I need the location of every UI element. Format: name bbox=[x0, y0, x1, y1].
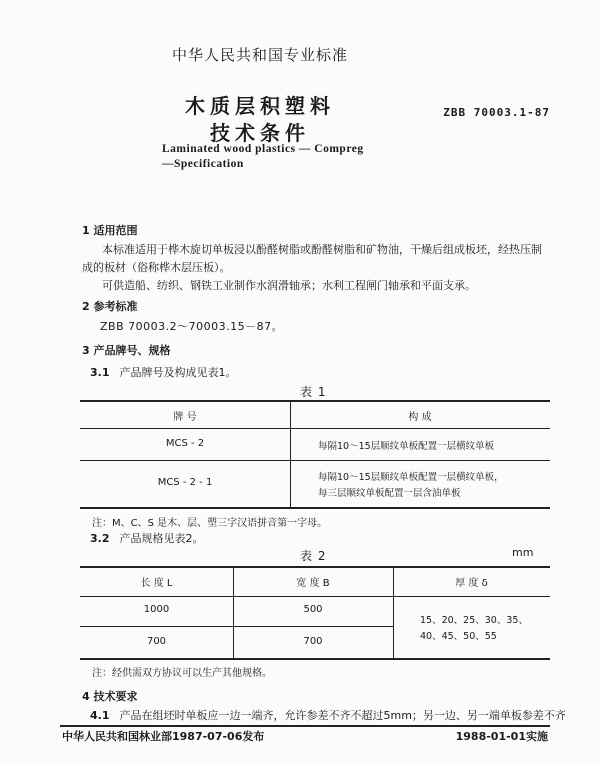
table1-header-rule bbox=[80, 428, 550, 429]
table2-row1-length: 1000 bbox=[143, 604, 170, 615]
table2-header-thickness: 厚 度 δ bbox=[455, 578, 488, 589]
table2-thickness-line2: 40、45、50、55 bbox=[420, 631, 497, 642]
section-2-text: ZBB 70003.2～70003.15－87。 bbox=[100, 320, 284, 333]
table2-note: 注：经供需双方协议可以生产其他规格。 bbox=[92, 668, 272, 679]
title-cn-line1: 木质层积塑料 bbox=[185, 94, 335, 118]
table2-header-width: 宽 度 B bbox=[296, 578, 330, 589]
section-4-1: 4.1 产品在组坯时单板应一边一端齐，允许参差不齐不超过5mm；另一边、另一端单板参差不齐 bbox=[90, 709, 566, 722]
table2-caption: 表 2 bbox=[300, 549, 327, 563]
section-3-heading: 3 产品牌号、规格 bbox=[82, 344, 171, 357]
footer-effective: 1988-01-01实施 bbox=[455, 730, 548, 743]
table2-bottom-rule bbox=[80, 658, 550, 660]
table1-note: 注：M、C、S 是木、层、塑三字汉语拼音第一字母。 bbox=[92, 518, 328, 529]
section-1-heading: 1 适用范围 bbox=[82, 224, 138, 237]
table1-row1-grade: MCS - 2 bbox=[165, 438, 205, 449]
section-3-2: 3.2 产品规格见表2。 bbox=[90, 532, 204, 545]
table1-row-rule bbox=[80, 460, 550, 461]
table2-row2-width: 700 bbox=[303, 636, 323, 647]
table2-row-rule bbox=[80, 626, 393, 627]
section-4-heading: 4 技术要求 bbox=[82, 690, 138, 703]
table1-row1-composition: 每隔10～15层顺纹单板配置一层横纹单板 bbox=[318, 441, 495, 452]
standard-category: 中华人民共和国专业标准 bbox=[171, 46, 348, 64]
title-cn-line2: 技术条件 bbox=[210, 121, 310, 145]
footer-publish: 中华人民共和国林业部1987-07-06发布 bbox=[62, 730, 265, 743]
table2-top-rule bbox=[80, 566, 550, 568]
title-en-line2: —Specification bbox=[162, 158, 244, 170]
table2-row2-length: 700 bbox=[146, 636, 167, 647]
section-3-1: 3.1 产品牌号及构成见表1。 bbox=[90, 366, 237, 379]
section-2-heading: 2 参考标准 bbox=[82, 300, 138, 313]
table1-top-rule bbox=[80, 400, 550, 402]
table2-header-rule bbox=[80, 596, 550, 597]
table2-row1-width: 500 bbox=[303, 604, 323, 615]
standard-code: ZBB 70003.1-87 bbox=[443, 106, 550, 119]
title-en-line1: Laminated wood plastics — Compreg bbox=[162, 143, 364, 155]
section-1-para2: 可供造船、纺织、钢铁工业制作水润滑轴承；水利工程闸门轴承和平面支承。 bbox=[102, 279, 476, 292]
table2-unit: mm bbox=[512, 546, 534, 559]
table1-bottom-rule bbox=[80, 507, 550, 509]
table1-caption: 表 1 bbox=[300, 385, 327, 399]
table2-header-length: 长 度 L bbox=[140, 578, 173, 589]
table1-row2-composition-line2: 每三层顺纹单板配置一层含油单板 bbox=[318, 488, 461, 499]
footer-rule bbox=[60, 725, 550, 727]
table2-thickness-line1: 15、20、25、30、35、 bbox=[420, 615, 528, 626]
table1-header-grade: 牌 号 bbox=[173, 412, 197, 423]
section-1-para1: 本标准适用于桦木旋切单板浸以酚醛树脂或酚醛树脂和矿物油，干燥后组成板坯，经热压制成的板材（俗称桦木层压板）。 bbox=[82, 243, 542, 274]
table1-row2-composition-line1: 每隔10～15层顺纹单板配置一层横纹单板， bbox=[318, 472, 504, 483]
table1-header-composition: 构 成 bbox=[408, 412, 432, 423]
table1-row2-grade: MCS - 2 - 1 bbox=[157, 477, 213, 488]
